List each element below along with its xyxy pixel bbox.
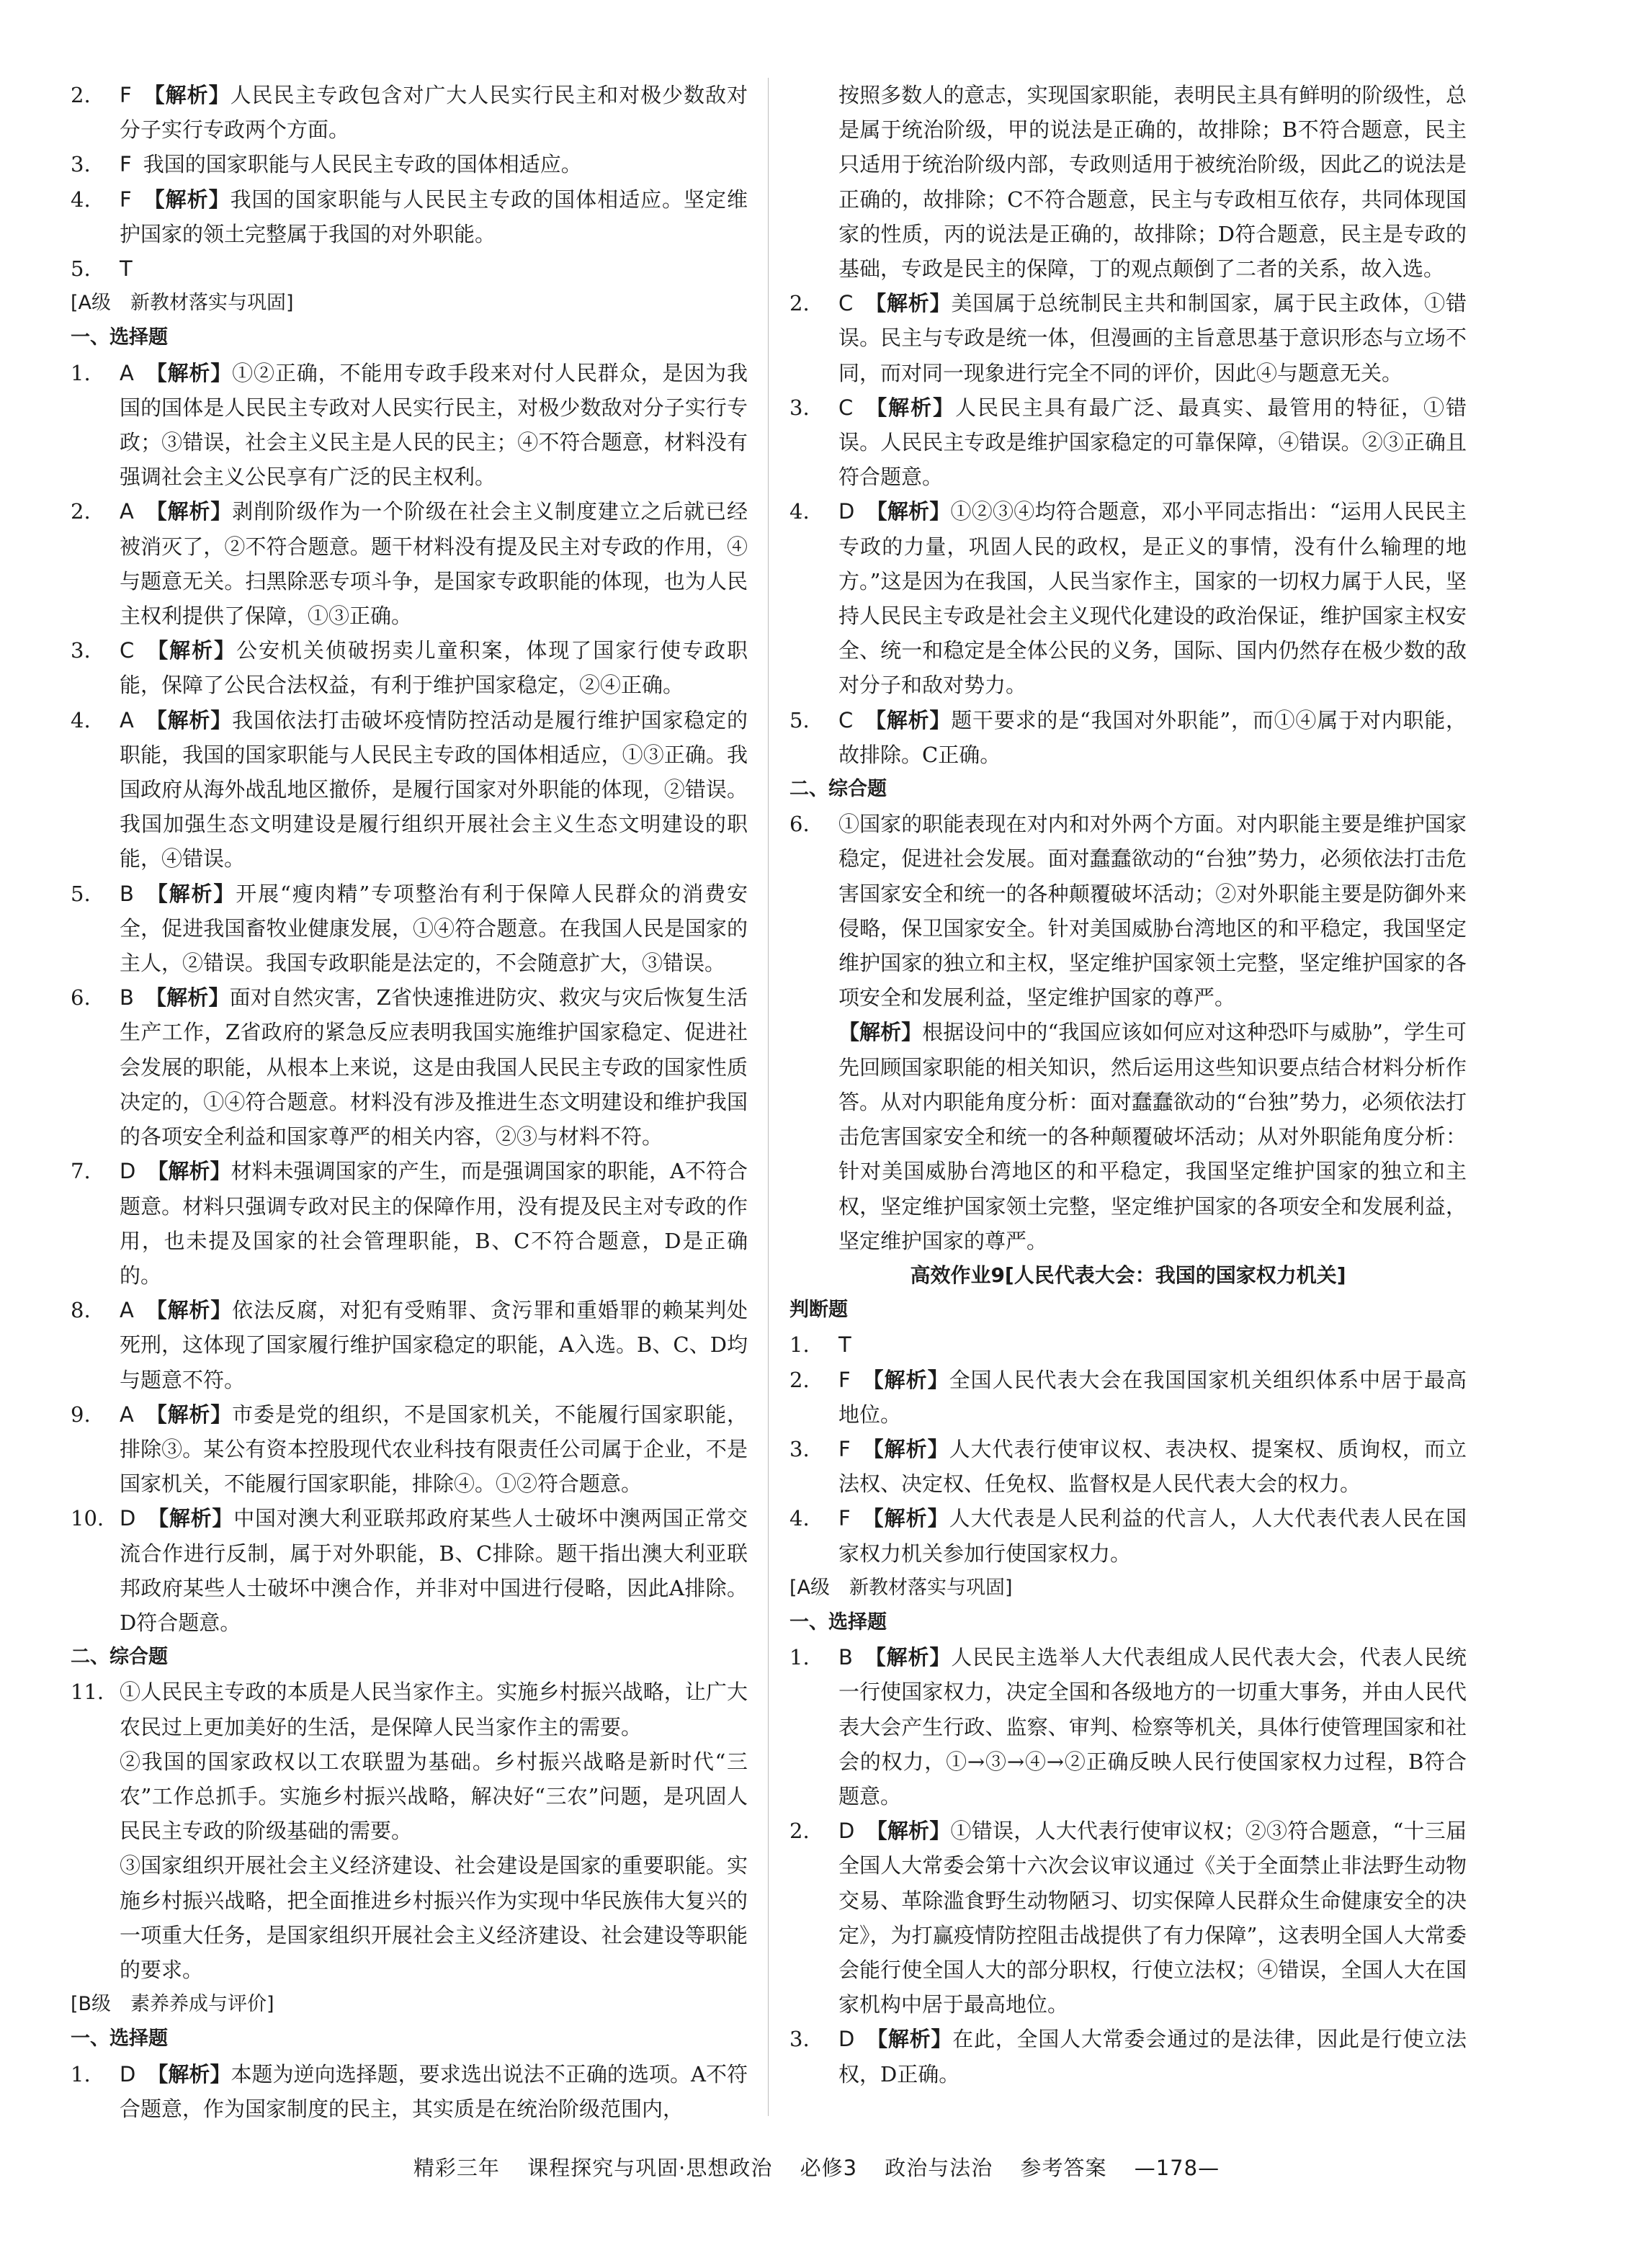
answer-key: F: [120, 83, 132, 107]
answer-key: A: [120, 1402, 134, 1427]
answer-paragraph: [71, 1848, 748, 1987]
analysis-tag: 【解析】: [145, 1402, 233, 1427]
answer-entry: [71, 877, 748, 981]
entry-text: 依法反腐，对犯有受贿罪、贪污罪和重婚罪的赖某判处死刑，这体现了国家履行维护国家稳定的职能，A入选。B、C、D均与题意不符。: [120, 1298, 748, 1392]
entry-text: ①错误，人大代表行使审议权；②③符合题意，“十三届全国人大常委会第十六次会议审议通过《关于全面禁止非法野生动物交易、革除滥食野生动物陋习、切实保障人民群众生命健康安全的决定》，为打赢疫情防控阻击战提供了有力保障”，这表明全国人大常委会能行使全国人大的部分职权，行使立法权；④错误，全国人大在国家机构中居于最高地位。: [838, 1819, 1467, 2017]
left-column: [71, 78, 748, 2126]
answer-key: A: [120, 707, 134, 732]
question-number: 1.: [789, 1645, 810, 1670]
answer-paragraph: [789, 78, 1467, 286]
answer-key: T: [120, 256, 133, 282]
question-number: 9.: [71, 1402, 91, 1427]
answer-entry: [71, 703, 748, 877]
analysis-tag: 【解析】: [146, 638, 237, 663]
answer-key: B: [838, 1645, 853, 1670]
answer-entry: [789, 2022, 1467, 2091]
question-number: 2.: [789, 1819, 810, 1844]
answer-key: D: [838, 2027, 855, 2052]
analysis-tag: 【解析】: [862, 1506, 949, 1531]
entry-text: 材料未强调国家的产生，而是强调国家的职能，A不符合题意。材料只强调专政对民主的保障作用，没有提及民主对专政的作用，也未提及国家的社会管理职能，B、C不符合题意，D是正确的。: [120, 1159, 748, 1288]
entry-text: ①人民民主专政的本质是人民当家作主。实施乡村振兴战略，让广大农民过上更加美好的生活，是保障人民当家作主的需要。: [120, 1680, 748, 1739]
answer-entry: [71, 633, 748, 702]
homework-title: 高效作业9[人民代表大会：我国的国家权力机关]: [910, 1263, 1346, 1287]
entry-text: 题干要求的是“我国对外职能”，而①④属于对内职能，故排除。C正确。: [838, 707, 1467, 767]
answer-key: A: [120, 499, 134, 524]
level-heading: [A级 新教材落实与巩固]: [71, 292, 294, 315]
answer-paragraph: [789, 1015, 1467, 1258]
analysis-tag: 【解析】: [145, 881, 236, 906]
entry-text: 公安机关侦破拐卖儿童积案，体现了国家行使专政职能，保障了公民合法权益，有利于维护国家稳定，②④正确。: [120, 638, 748, 698]
question-number: 4.: [71, 707, 91, 732]
entry-text: 人民民主选举人大代表组成人民代表大会，代表人民统一行使国家权力，决定全国和各级地方的一切重大事务，并由人民代表大会产生行政、监察、审判、检察等机关，具体行使管理国家和社会的权力，①→③→④→②正确反映人民行使国家权力过程，B符合题意。: [838, 1645, 1467, 1808]
paragraph-text: ②我国的国家政权以工农联盟为基础。乡村振兴战略是新时代“三农”工作总抓手。实施乡村振兴战略，解决好“三农”问题，是巩固人民民主专政的阶级基础的需要。: [120, 1749, 748, 1844]
question-number: 3.: [789, 395, 810, 420]
question-number: 1.: [71, 360, 91, 385]
answer-entry: [71, 980, 748, 1154]
entry-text: 我国的国家职能与人民民主专政的国体相适应。坚定维护国家的领土完整属于我国的对外职能。: [120, 187, 748, 246]
answer-entry: [789, 703, 1467, 772]
answer-key: A: [120, 1298, 134, 1323]
answer-entry: [71, 78, 748, 147]
question-number: 3.: [71, 638, 91, 663]
analysis-tag: 【解析】: [145, 985, 230, 1010]
analysis-tag: 【解析】: [864, 707, 952, 732]
entry-text: 我国依法打击破坏疫情防控活动是履行维护国家稳定的职能，我国的国家职能与人民民主专政的国体相适应，①③正确。我国政府从海外战乱地区撤侨，是履行国家对外职能的体现，②错误。我国加强生态文明建设是履行组织开展社会主义生态文明建设的职能，④错误。: [120, 707, 748, 871]
entry-text: ①②③④均符合题意，邓小平同志指出：“运用人民民主专政的力量，巩固人民的政权，是正义的事情，没有什么输理的地方。”这是因为在我国，人民当家作主，国家的一切权力属于人民，坚持人民民主专政是社会主义现代化建设的政治保证，维护国家主权安全、统一和稳定是全体公民的义务，国际、国内仍然存在极少数的敌对分子和敌对势力。: [838, 499, 1467, 698]
answer-entry: [71, 494, 748, 633]
analysis-tag: 【解析】: [866, 2027, 953, 2052]
answer-paragraph: [71, 1744, 748, 1849]
question-number: 2.: [789, 291, 810, 316]
paragraph-text: 根据设问中的“我国应该如何应对这种恐吓与威胁”，学生可先回顾国家职能的相关知识，然后运用这些知识要点结合材料分析作答。从对内职能角度分析：面对蠢蠢欲动的“台独”势力，必须依法打击危害国家安全和统一的各种颠覆破坏活动；从对外职能角度分析：针对美国威胁台湾地区的和平稳定，我国坚定维护国家的独立和主权，坚定维护国家领土完整，坚定维护国家的各项安全和发展利益，坚定维护国家的尊严。: [838, 1020, 1467, 1253]
analysis-tag: 【解析】: [143, 187, 231, 212]
entry-text: 本题为逆向选择题，要求选出说法不正确的选项。A不符合题意，作为国家制度的民主，其实质是在统治阶级范围内，: [120, 2061, 748, 2121]
question-number: 11.: [71, 1680, 104, 1705]
answer-entry: [71, 356, 748, 495]
analysis-tag: 【解析】: [866, 1819, 951, 1844]
level-heading: [B级 素养养成与评价]: [71, 1993, 274, 2016]
analysis-tag: 【解析】: [864, 1645, 952, 1670]
question-number: 1.: [789, 1332, 810, 1358]
analysis-tag: 【解析】: [145, 499, 233, 524]
answer-entry: [789, 494, 1467, 702]
answer-key: F: [838, 1436, 851, 1461]
analysis-tag: 【解析】: [862, 1367, 949, 1392]
analysis-tag: 【解析】: [864, 395, 956, 420]
answer-key: C: [838, 395, 854, 420]
answer-entry: [71, 251, 748, 286]
analysis-tag: 【解析】: [147, 1506, 234, 1531]
answer-entry: [789, 1814, 1467, 2022]
answer-key: D: [120, 1506, 136, 1531]
section-heading: 二、综合题: [71, 1646, 168, 1669]
answer-entry: [71, 182, 748, 251]
section-heading: 一、选择题: [71, 2027, 168, 2050]
answer-key: A: [120, 360, 134, 385]
entry-text: ①国家的职能表现在对内和对外两个方面。对内职能主要是维护国家稳定，促进社会发展。面对蠢蠢欲动的“台独”势力，必须依法打击危害国家安全和统一的各种颠覆破坏活动；②对外职能主要是防御外来侵略，保卫国家安全。针对美国威胁台湾地区的和平稳定，我国坚定维护国家的独立和主权，坚定维护国家领土完整，坚定维护国家的各项安全和发展利益，坚定维护国家的尊严。: [838, 812, 1467, 1010]
page-number: —178—: [1134, 2156, 1220, 2180]
entry-text: 人大代表是人民利益的代言人，人大代表代表人民在国家权力机关参加行使国家权力。: [838, 1506, 1467, 1566]
answer-entry: [789, 1327, 1467, 1362]
entry-text: 开展“瘦肉精”专项整治有利于保障人民群众的消费安全，促进我国畜牧业健康发展，①④符合题意。在我国人民是国家的主人，②错误。我国专政职能是法定的，不会随意扩大，③错误。: [120, 881, 748, 976]
entry-text: 全国人民代表大会在我国国家机关组织体系中居于最高地位。: [838, 1367, 1467, 1427]
right-column: [789, 78, 1467, 2092]
paragraph-text: ③国家组织开展社会主义经济建设、社会建设是国家的重要职能。实施乡村振兴战略，把全面推进乡村振兴作为实现中华民族伟大复兴的一项重大任务，是国家组织开展社会主义经济建设、社会建设等职能的要求。: [120, 1853, 748, 1982]
question-number: 4.: [789, 499, 810, 524]
answer-key: C: [120, 638, 135, 663]
question-number: 7.: [71, 1159, 91, 1184]
analysis-tag: 【解析】: [147, 1159, 231, 1184]
analysis-tag: 【解析】: [864, 291, 952, 316]
level-heading: [A级 新教材落实与巩固]: [789, 1576, 1013, 1599]
entry-text: 市委是党的组织，不是国家机关，不能履行国家职能，排除③。某公有资本控股现代农业科技有限责任公司属于企业，不是国家机关，不能履行国家职能，排除④。①②符合题意。: [120, 1402, 748, 1497]
answer-entry: [789, 1432, 1467, 1501]
section-heading: 一、选择题: [789, 1610, 887, 1633]
analysis-tag: 【解析】: [145, 360, 233, 385]
paragraph-text: 按照多数人的意志，实现国家职能，表明民主具有鲜明的阶级性，总是属于统治阶级，甲的说法是正确的，故排除；B不符合题意，民主只适用于统治阶级内部，专政则适用于被统治阶级，因此乙的说法是正确的，故排除；C不符合题意，民主与专政相互依存，共同体现国家的性质，丙的说法是正确的，故排除；D符合题意，民主是专政的基础，专政是民主的保障，丁的观点颠倒了二者的关系，故入选。: [838, 83, 1467, 282]
section-heading: 一、选择题: [71, 326, 168, 349]
entry-text: 我国的国家职能与人民民主专政的国体相适应。: [143, 152, 582, 177]
entry-text: 在此，全国人大常委会通过的是法律，因此是行使立法权，D正确。: [838, 2027, 1467, 2087]
analysis-tag: 【解析】: [143, 83, 231, 107]
answer-key: D: [838, 1819, 855, 1844]
answer-key: F: [120, 187, 132, 212]
section-heading: 判断题: [789, 1299, 848, 1322]
question-number: 2.: [71, 499, 91, 524]
question-number: 6.: [71, 985, 91, 1010]
question-number: 6.: [789, 812, 810, 837]
answer-entry: [789, 390, 1467, 495]
answer-key: F: [838, 1367, 851, 1392]
analysis-tag: 【解析】: [145, 1298, 233, 1323]
answer-key: B: [120, 881, 134, 906]
analysis-tag: 【解析】: [838, 1020, 923, 1045]
section-heading: 二、综合题: [789, 778, 887, 801]
answer-entry: [71, 1675, 748, 1744]
question-number: 3.: [789, 1436, 810, 1461]
question-number: 10.: [71, 1506, 104, 1531]
answer-entry: [789, 1501, 1467, 1570]
answer-entry: [71, 147, 748, 181]
answer-entry: [71, 1293, 748, 1397]
footer-series: 课程探究与巩固·思想政治: [527, 2156, 773, 2180]
answer-entry: [71, 1154, 748, 1293]
analysis-tag: 【解析】: [866, 499, 951, 524]
question-number: 5.: [71, 256, 91, 282]
question-number: 3.: [71, 152, 91, 177]
page-footer: [0, 2152, 1633, 2182]
answer-entry: [789, 1640, 1467, 1814]
question-number: 5.: [71, 881, 91, 906]
answer-key: C: [838, 291, 854, 316]
answer-key: D: [838, 499, 855, 524]
answer-key: T: [838, 1332, 851, 1358]
entry-text: 人民民主具有最广泛、最真实、最管用的特征，①错误。人民民主专政是维护国家稳定的可靠保障，④错误。②③正确且符合题意。: [838, 395, 1467, 490]
question-number: 2.: [789, 1367, 810, 1392]
answer-key: B: [120, 985, 134, 1010]
entry-text: ①②正确，不能用专政手段来对付人民群众，是因为我国的国体是人民民主专政对人民实行民主，对极少数敌对分子实行专政；③错误，社会主义民主是人民的民主；④不符合题意，材料没有强调社会主义公民享有广泛的民主权利。: [120, 360, 748, 490]
entry-text: 剥削阶级作为一个阶级在社会主义制度建立之后就已经被消灭了，②不符合题意。题干材料没有提及民主对专政的作用，④与题意无关。扫黑除恶专项斗争，是国家专政职能的体现，也为人民主权利提供了保障，①③正确。: [120, 499, 748, 629]
question-number: 4.: [789, 1506, 810, 1531]
question-number: 8.: [71, 1298, 91, 1323]
answer-entry: [789, 286, 1467, 390]
question-number: 3.: [789, 2027, 810, 2052]
answer-entry: [789, 1363, 1467, 1432]
entry-text: 美国属于总统制民主共和制国家，属于民主政体，①错误。民主与专政是统一体，但漫画的主旨意思基于意识形态与立场不同，而对同一现象进行完全不同的评价，因此④与题意无关。: [838, 291, 1467, 385]
answer-key: F: [838, 1506, 851, 1531]
question-number: 1.: [71, 2061, 91, 2087]
question-number: 2.: [71, 83, 91, 107]
answer-entry: [789, 807, 1467, 1015]
footer-volume: 必修3: [800, 2156, 858, 2180]
answer-entry: [71, 1501, 748, 1640]
answer-entry: [71, 1397, 748, 1502]
question-number: 5.: [789, 707, 810, 732]
entry-text: 中国对澳大利亚联邦政府某些人士破坏中澳两国正常交流合作进行反制，属于对外职能，B、C排除。题干指出澳大利亚联邦政府某些人士破坏中澳合作，并非对中国进行侵略，因此A排除。D符合题意。: [120, 1506, 748, 1635]
question-number: 4.: [71, 187, 91, 212]
answer-key: F: [120, 152, 132, 177]
entry-text: 人大代表行使审议权、表决权、提案权、质询权，而立法权、决定权、任免权、监督权是人民代表大会的权力。: [838, 1436, 1467, 1497]
footer-subject: 政治与法治: [885, 2156, 993, 2180]
analysis-tag: 【解析】: [145, 707, 233, 732]
analysis-tag: 【解析】: [862, 1436, 949, 1461]
answer-key: D: [120, 1159, 136, 1184]
footer-section: 参考答案: [1020, 2156, 1107, 2180]
answer-entry: [71, 2057, 748, 2126]
entry-text: 人民民主专政包含对广大人民实行民主和对极少数敌对分子实行专政两个方面。: [120, 83, 748, 143]
analysis-tag: 【解析】: [147, 2061, 231, 2087]
answer-key: C: [838, 707, 854, 732]
entry-text: 面对自然灾害，Z省快速推进防灾、救灾与灾后恢复生活生产工作，Z省政府的紧急反应表明我国实施维护国家稳定、促进社会发展的职能，从根本上来说，这是由我国人民民主专政的国家性质决定的，①④符合题意。材料没有涉及推进生态文明建设和维护我国的各项安全利益和国家尊严的相关内容，②③与材料不符。: [120, 985, 748, 1149]
column-divider: [768, 78, 769, 2116]
footer-brand: 精彩三年: [413, 2156, 500, 2180]
answer-key: D: [120, 2061, 136, 2087]
